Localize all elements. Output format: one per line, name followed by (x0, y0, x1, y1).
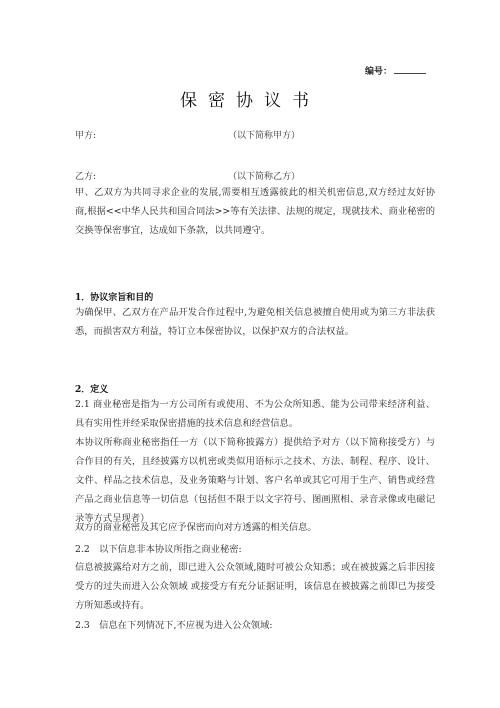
page-title: 保密协议书 (180, 91, 320, 111)
clause-2-2-detail: 信息被披露给对方之前，即已进入公众领域,随时可被公众知悉；或在被披露之后非因接受方的过失而进入公众领域 或接受方有充分证据证明，该信息在被披露之前即已为接受方所知悉或持有。 (75, 562, 435, 611)
section-1-heading: 1．协议宗旨和目的 (75, 293, 154, 303)
party-b-note: （以下简称乙方） (228, 172, 301, 182)
party-a-note: （以下简称甲方） (228, 131, 301, 141)
number-label: 编号： (364, 67, 392, 77)
section-2-heading: 2．定义 (75, 385, 109, 395)
document-number (365, 64, 426, 77)
clause-2-1-detail: 本协议所称商业秘密指任一方（以下简称披露方）提供给予对方（以下简称接受方）与合作目的有关，且经披露方以机密或类似用语标示之技术、方法、制程、程序、设计、文件、样品之技术信息，及业务策略与计划、客户名单或其它可用于生产、销售或经营产品之商业信息等一切信息（包括但不限于以文字符号、图画照相、录音录像或电磁记录等方式呈现者） (75, 437, 435, 524)
clause-2-1-tail: 双方的商业秘密及其它应予保密而向对方透露的相关信息。 (75, 522, 317, 533)
intro-paragraph: 甲、乙双方为共同寻求企业的发展,需要相互透露彼此的相关机密信息,双方经过友好协商,根据<<中华人民共和国合同法>>等有关法律、法规的规定，现就技术、商业秘密的交换等保密事宜，达成如下条款，以共同遵守。 (75, 187, 435, 236)
clause-2-2: 2.2 以下信息非本协议所指之商业秘密: (75, 544, 242, 555)
clause-2-3: 2.3 信息在下列情况下,不应视为进入公众领域: (75, 620, 273, 631)
section-1-text: 为确保甲、乙双方在产品开发合作过程中,为避免相关信息被擅自使用或为第三方非法获悉，而损害双方利益，特订立本保密协议，以保护双方的合法权益。 (75, 307, 435, 337)
clause-2-1: 2.1 商业秘密是指为一方公司所有或使用、不为公众所知悉、能为公司带来经济利益、具有实用性并经采取保密措施的技术信息和经营信息。 (75, 399, 435, 429)
party-a-label: 甲方: (75, 131, 97, 141)
number-blank (394, 64, 426, 74)
party-b-label: 乙方: (75, 172, 97, 182)
